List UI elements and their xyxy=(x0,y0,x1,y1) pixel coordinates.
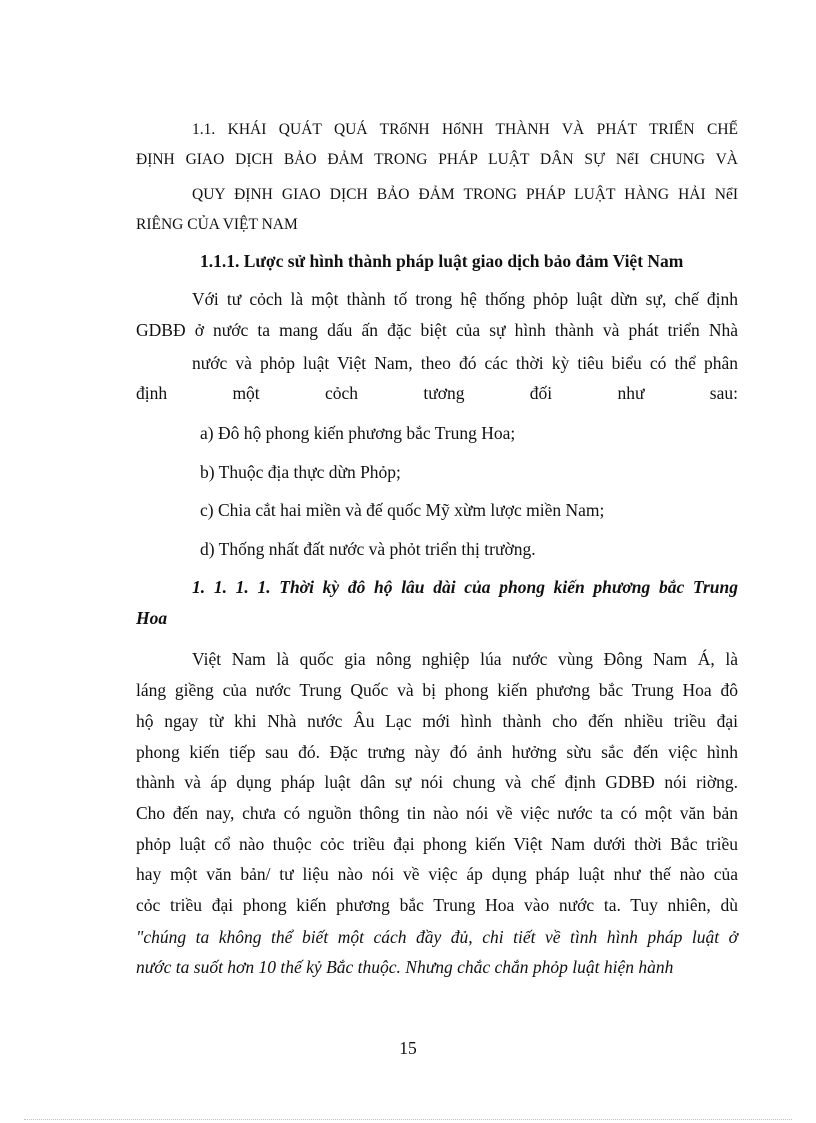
body-line-7: phỏp luật cổ nào thuộc cỏc triều đại phong kiến Việt Nam dưới thời Bắc triều xyxy=(136,834,738,854)
intro-line-1: Với tư cỏch là một thành tố trong hệ thống phỏp luật dừn sự, chế định xyxy=(192,289,738,309)
section-heading-line-1: 1.1. KHÁI QUÁT QUÁ TRốNH HốNH THÀNH VÀ PHÁT TRIỂN CHẾ xyxy=(192,121,738,138)
intro-line-4: định một cỏch tương đối như sau: xyxy=(136,383,738,403)
section-heading-line-2: ĐỊNH GIAO DỊCH BẢO ĐẢM TRONG PHÁP LUẬT DÂN SỰ NểI CHUNG VÀ xyxy=(136,151,738,168)
period-item-d: d) Thống nhất đất nước và phỏt triển thị trường. xyxy=(200,539,536,559)
section-heading-line-3: QUY ĐỊNH GIAO DỊCH BẢO ĐẢM TRONG PHÁP LUẬT HÀNG HẢI NểI xyxy=(192,186,738,203)
body-line-3: hộ ngay từ khi Nhà nước Âu Lạc mới hình thành cho đến nhiều triều đại xyxy=(136,711,738,731)
body-line-5: thành và áp dụng pháp luật dân sự nói chung và chế định GDBĐ nói riờng. xyxy=(136,772,738,792)
period-item-b: b) Thuộc địa thực dừn Phỏp; xyxy=(200,462,401,482)
page-number: 15 xyxy=(399,1038,417,1058)
page-bottom-border xyxy=(24,1119,792,1120)
quote-line-1: "chúng ta không thể biết một cách đầy đủ, chi tiết về tình hình pháp luật ở xyxy=(136,927,738,947)
body-line-2: láng giềng của nước Trung Quốc và bị phong kiến phương bắc Trung Hoa đô xyxy=(136,680,738,700)
intro-line-2: GDBĐ ở nước ta mang dấu ấn đặc biệt của sự hình thành và phát triển Nhà xyxy=(136,320,738,340)
intro-line-3: nước và phỏp luật Việt Nam, theo đó các thời kỳ tiêu biểu có thể phân xyxy=(192,353,738,373)
body-line-4: phong kiến tiếp sau đó. Đặc trưng này đó ảnh hưởng sừu sắc đến việc hình xyxy=(136,742,738,762)
body-line-1: Việt Nam là quốc gia nông nghiệp lúa nước vùng Đông Nam Á, là xyxy=(192,649,738,669)
section-heading-line-4: RIÊNG CỦA VIỆT NAM xyxy=(136,216,298,233)
body-line-8: hay một văn bản/ tư liệu nào nói về việc áp dụng pháp luật như thế nào của xyxy=(136,864,738,884)
period-heading-line-2: Hoa xyxy=(136,608,168,628)
quote-line-2: nước ta suốt hơn 10 thế kỷ Bắc thuộc. Nhưng chắc chắn phỏp luật hiện hành xyxy=(136,957,674,977)
period-item-a: a) Đô hộ phong kiến phương bắc Trung Hoa; xyxy=(200,423,516,443)
body-line-9: cỏc triều đại phong kiến phương bắc Trung Hoa vào nước ta. Tuy nhiên, dù xyxy=(136,895,738,915)
body-line-6: Cho đến nay, chưa có nguồn thông tin nào nói về việc nước ta có một văn bản xyxy=(136,803,738,823)
period-item-c: c) Chia cắt hai miền và đế quốc Mỹ xừm lược miền Nam; xyxy=(200,500,605,520)
period-heading-line-1: 1. 1. 1. 1. Thời kỳ đô hộ lâu dài của phong kiến phương bắc Trung xyxy=(192,577,738,597)
subsection-heading: 1.1.1. Lược sử hình thành pháp luật giao dịch bảo đảm Việt Nam xyxy=(200,251,684,271)
